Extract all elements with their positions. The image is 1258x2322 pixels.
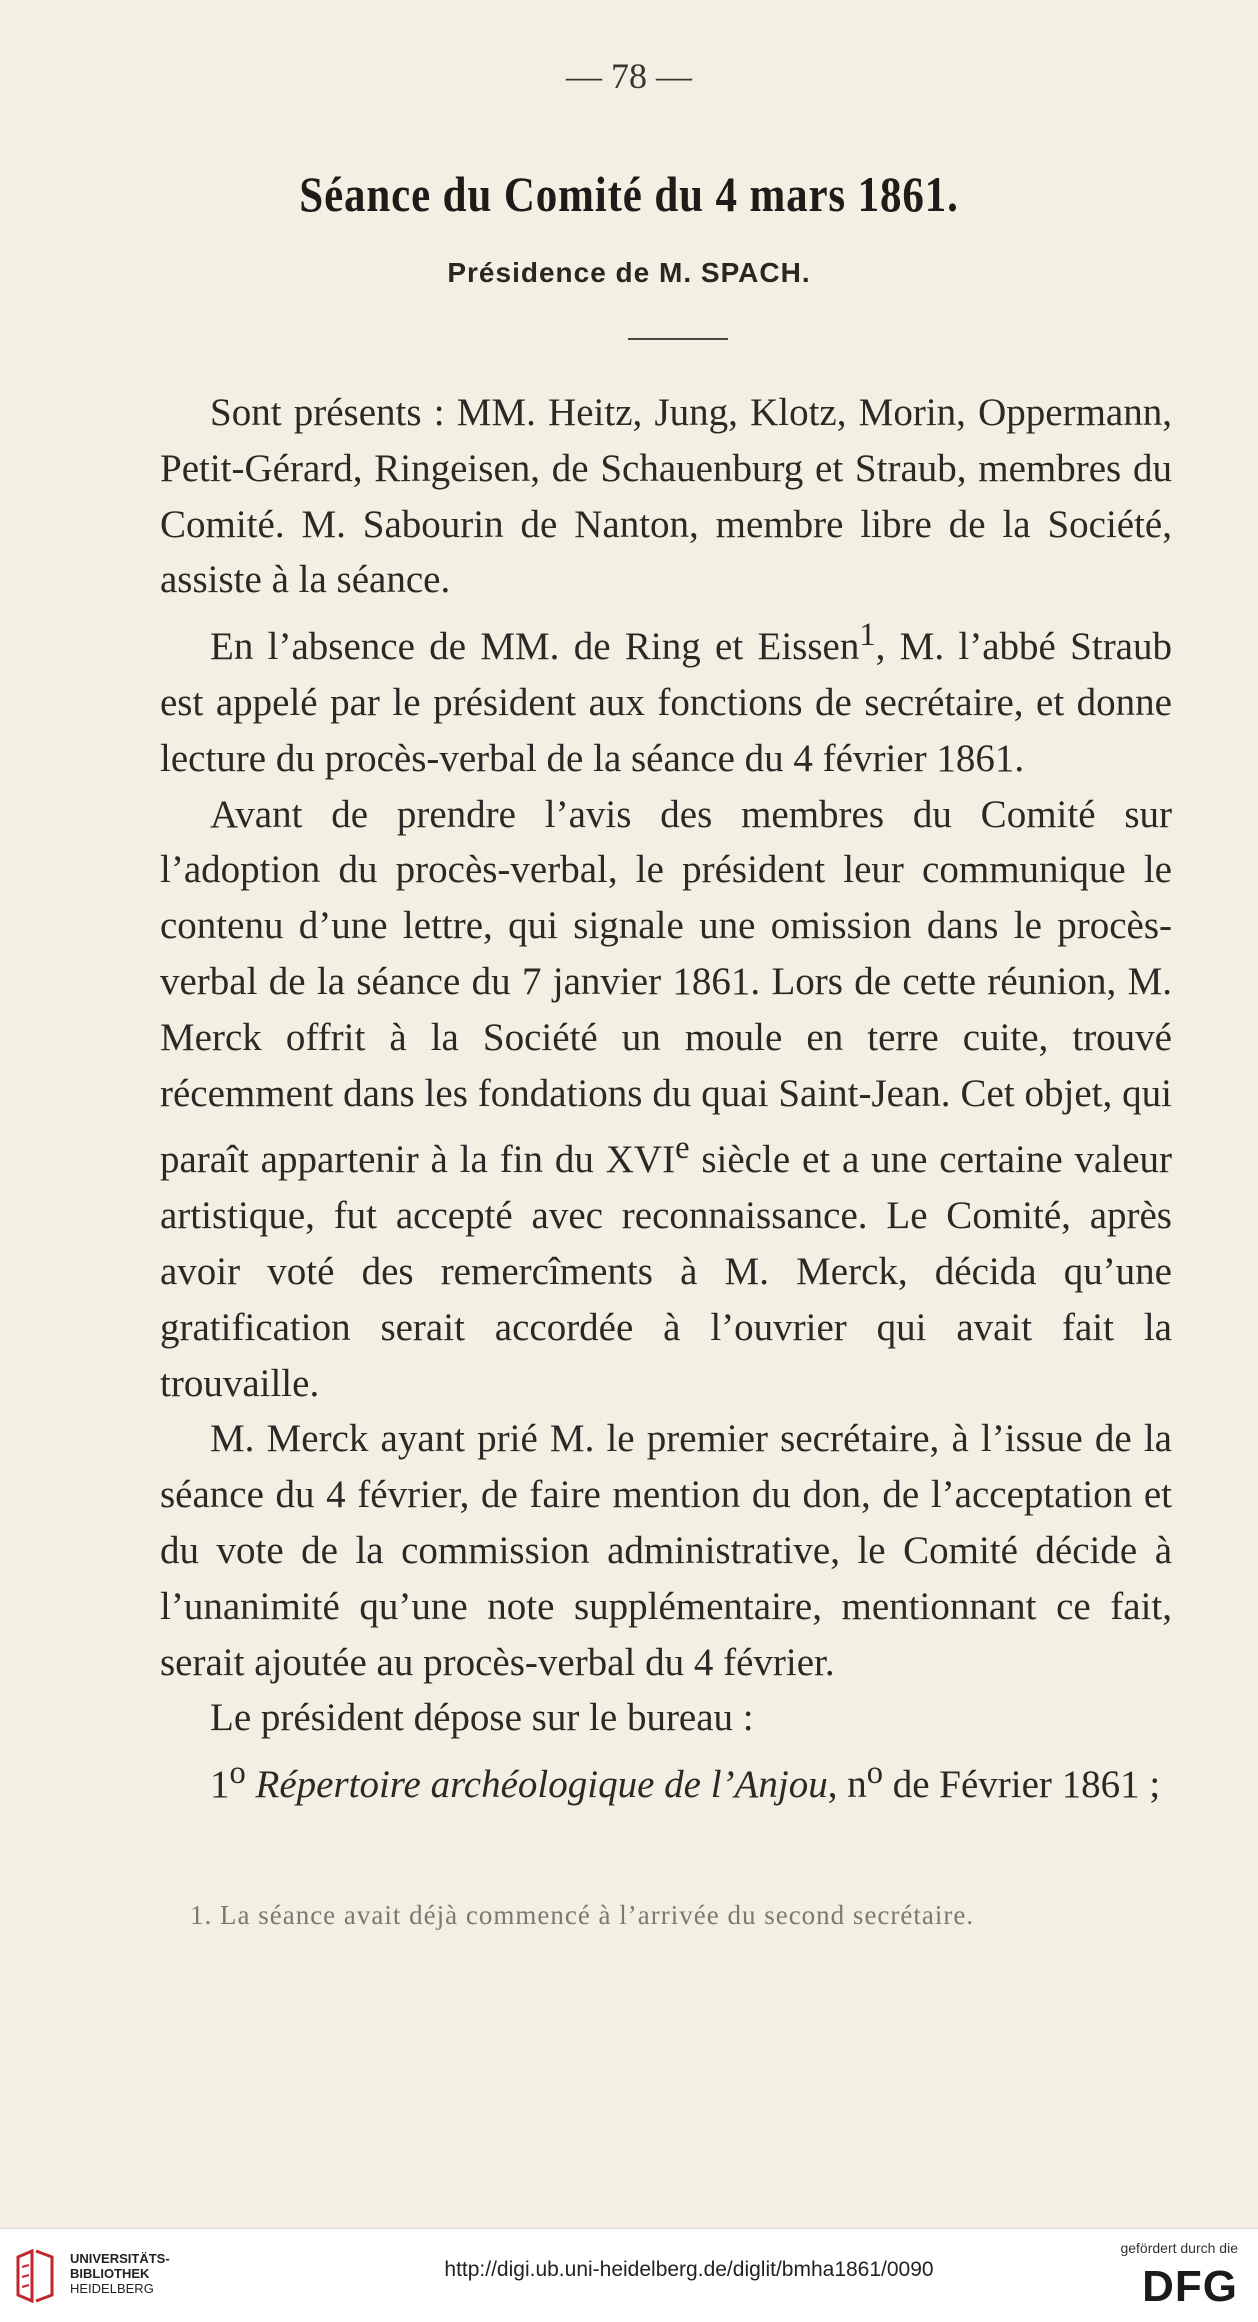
presidency-line: Présidence de M. SPACH. [447, 257, 811, 288]
permalink-link[interactable]: http://digi.ub.uni-heidelberg.de/diglit/bmha1861/0090 [444, 2258, 934, 2281]
funding-caption: gefördert durch die [1120, 2240, 1238, 2256]
body-text [160, 385, 1172, 1813]
paragraph: En l’absence de MM. de Ring et Eissen$^1$, M. l’abbé Straub est appelé par le président aux fonctions de secrétaire, et donne lecture du procès-verbal de la séance du 4 février 1861. [160, 617, 1172, 780]
permalink [0, 2258, 1258, 2282]
library-name: UNIVERSITÄTS- BIBLIOTHEK HEIDELBERG [70, 2251, 170, 2296]
paragraph: 1$^o$ Répertoire archéologique de l’Anjou, $n^o$ de Février 1861 ; [210, 1755, 1161, 1807]
page-number: — 78 — [566, 56, 692, 96]
paragraph: Avant de prendre l’avis des membres du Comité sur l’adoption du procès-verbal, le président leur communique le contenu d’une lettre, qui signale une omission dans le procès-verbal de la séance du 7 janvier 1861. Lors de cette réunion, M. Merck offrit à la Société un moule en terre cuite, trouvé récemment dans les fondations du quai Saint-Jean. Cet objet, qui paraît appartenir à la fin du XVIe siècle et a une certaine valeur artistique, fut accepté avec reconnaissance. Le Comité, après avoir voté des remercîments à M. Merck, décida qu’une gratification serait accordée à l’ouvrier qui avait fait la trouvaille. [160, 792, 1172, 1405]
publication-title: Répertoire archéologique de l’Anjou [255, 1763, 828, 1807]
footnote: 1. La séance avait déjà commencé à l’arrivée du second secrétaire. [190, 1900, 975, 1930]
paragraph: M. Merck ayant prié M. le premier secrétaire, à l’issue de la séance du 4 février, de faire mention du don, de l’acceptation et du vote de la commission administrative, le Comité décide à l’unanimité qu’une note supplémentaire, mentionnant ce fait, serait ajoutée au procès-verbal du 4 février. [160, 1417, 1172, 1684]
section-title: Séance du Comité du 4 mars 1861. [299, 166, 959, 222]
footnote-marker: 1 [859, 617, 876, 654]
paragraph: Sont présents : MM. Heitz, Jung, Klotz, Morin, Oppermann, Petit-Gérard, Ringeisen, de Schauenburg et Straub, membres du Comité. M. Sabourin de Nanton, membre libre de la Société, assiste à la séance. [160, 391, 1172, 602]
paragraph: Le président dépose sur le bureau : [210, 1696, 754, 1740]
separator-rule [628, 338, 728, 340]
dfg-logo: DFG [1142, 2262, 1238, 2311]
